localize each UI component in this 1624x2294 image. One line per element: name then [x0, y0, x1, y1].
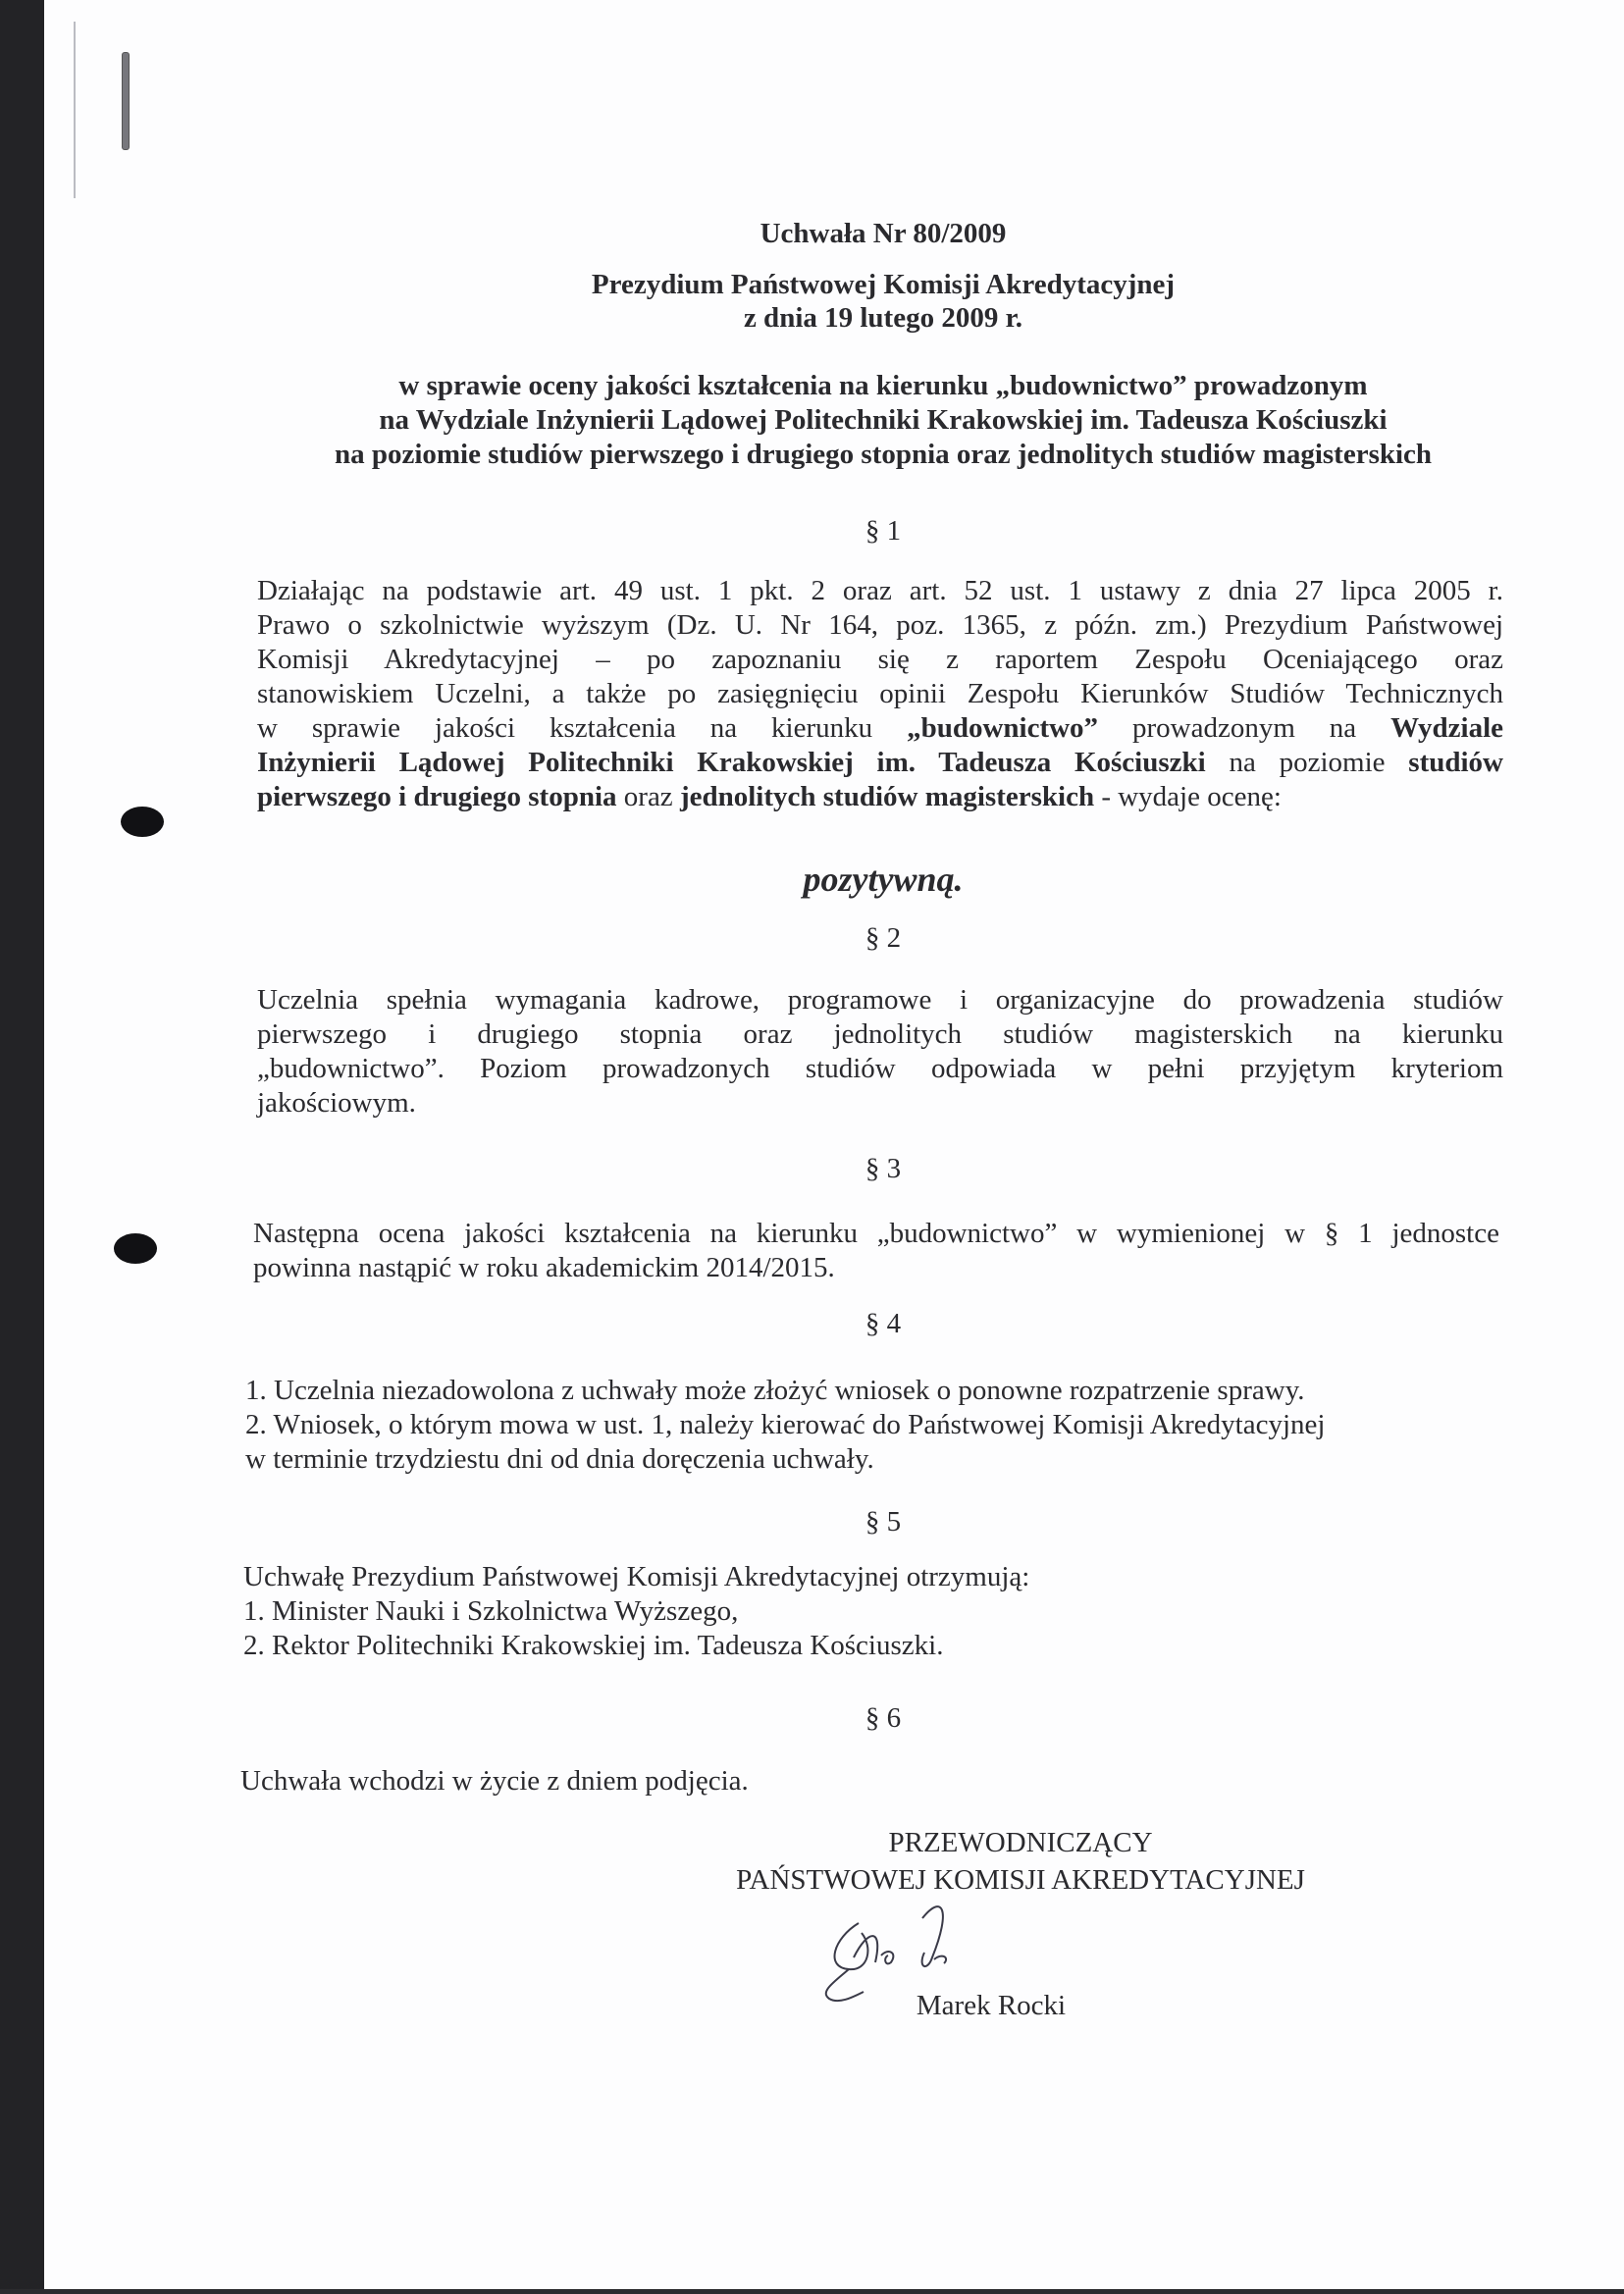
section-symbol-2: § 2 — [864, 922, 902, 954]
text-run-bold: Wydziale — [1390, 712, 1504, 744]
body-line: stanowiskiem Uczelni, a także po zasięgnięciu opinii Zespołu Kierunków Studiów Technicznych — [257, 678, 1503, 709]
text-run-bold: „budownictwo” — [907, 712, 1099, 744]
body-line: Komisji Akredytacyjnej – po zapoznaniu się z raportem Zespołu Oceniającego oraz — [257, 644, 1503, 675]
section-symbol-4: § 4 — [864, 1308, 902, 1339]
subject-line: na Wydziale Inżynierii Lądowej Politechniki Krakowskiej im. Tadeusza Kościuszki — [379, 404, 1388, 436]
punch-hole-icon — [114, 1233, 157, 1264]
text-run-bold: Inżynierii Lądowej Politechniki Krakowskiej im. Tadeusza Kościuszki — [257, 747, 1206, 778]
section-4-body — [245, 1374, 1492, 1477]
body-line: powinna nastąpić w roku akademickim 2014/2015. — [253, 1252, 835, 1283]
section-symbol-6: § 6 — [864, 1702, 902, 1734]
text-run: oraz — [623, 781, 673, 812]
verdict: pozytywną. — [803, 860, 964, 899]
body-line — [257, 780, 1503, 814]
body-line: Uchwała wchodzi w życie z dniem podjęcia. — [240, 1765, 749, 1797]
punch-hole-icon — [121, 807, 164, 837]
body-line: Prawo o szkolnictwie wyższym (Dz. U. Nr 164, poz. 1365, z późn. zm.) Prezydium Państwowej — [257, 609, 1503, 641]
section-symbol-1: § 1 — [864, 515, 902, 547]
body-line: „budownictwo”. Poziom prowadzonych studiów odpowiada w pełni przyjętym kryteriom — [257, 1053, 1503, 1084]
signatory-name: Marek Rocki — [916, 1990, 1067, 2021]
text-run-bold: pierwszego i drugiego stopnia — [257, 781, 617, 812]
scan-border-bottom — [0, 2289, 1624, 2294]
document-date: z dnia 19 lutego 2009 r. — [743, 302, 1023, 334]
scan-border-left — [0, 0, 44, 2294]
subject-line: na poziomie studiów pierwszego i drugiego stopnia oraz jednolitych studiów magisterskich — [334, 439, 1433, 470]
subject-line: w sprawie oceny jakości kształcenia na kierunku „budownictwo” prowadzonym — [398, 370, 1368, 401]
section-3-body — [253, 1217, 1499, 1285]
document-issuer: Prezydium Państwowej Komisji Akredytacyjnej — [591, 269, 1176, 300]
body-line: Uchwałę Prezydium Państwowej Komisji Akredytacyjnej otrzymują: — [243, 1561, 1030, 1592]
body-line: Następna ocena jakości kształcenia na kierunku „budownictwo” w wymienionej w § 1 jednostce — [253, 1218, 1499, 1249]
text-run-bold: studiów — [1408, 747, 1503, 778]
text-run-bold: jednolitych studiów magisterskich — [679, 781, 1095, 812]
body-line: Działając na podstawie art. 49 ust. 1 pkt. 2 oraz art. 52 ust. 1 ustawy z dnia 27 lipca 2005 r. — [257, 575, 1503, 606]
section-2-body — [257, 983, 1503, 1121]
body-line — [257, 746, 1503, 780]
body-line: pierwszego i drugiego stopnia oraz jednolitych studiów magisterskich na kierunku — [257, 1018, 1503, 1050]
signatory-body: PAŃSTWOWEJ KOMISJI AKREDYTACYJNEJ — [736, 1864, 1305, 1896]
body-line — [257, 711, 1503, 746]
recipient-item: 2. Rektor Politechniki Krakowskiej im. Tadeusza Kościuszki. — [243, 1630, 944, 1661]
signatory-role: PRZEWODNICZĄCY — [888, 1827, 1153, 1858]
recipient-item: 1. Minister Nauki i Szkolnictwa Wyższego, — [243, 1595, 739, 1627]
text-run: prowadzonym na — [1131, 712, 1357, 744]
list-item: w terminie trzydziestu dni od dnia doręczenia uchwały. — [245, 1443, 874, 1475]
section-symbol-5: § 5 — [864, 1506, 902, 1538]
section-6-body — [240, 1764, 1487, 1799]
section-symbol-3: § 3 — [864, 1153, 902, 1184]
list-item: 2. Wniosek, o którym mowa w ust. 1, należy kierować do Państwowej Komisji Akredytacyjnej — [245, 1409, 1326, 1440]
body-line: Uczelnia spełnia wymagania kadrowe, programowe i organizacyjne do prowadzenia studiów — [257, 984, 1503, 1016]
staple-icon — [122, 52, 130, 150]
document-title: Uchwała Nr 80/2009 — [760, 218, 1007, 249]
text-run: - wydaje ocenę: — [1101, 781, 1282, 812]
section-5-body — [243, 1560, 1490, 1663]
body-line: jakościowym. — [257, 1087, 416, 1119]
section-1-body — [257, 574, 1503, 814]
text-run: w sprawie jakości kształcenia na kierunku — [257, 712, 873, 744]
list-item: 1. Uczelnia niezadowolona z uchwały może złożyć wniosek o ponowne rozpatrzenie sprawy. — [245, 1375, 1305, 1406]
text-run: na poziomie — [1229, 747, 1386, 778]
fold-mark — [74, 22, 76, 198]
